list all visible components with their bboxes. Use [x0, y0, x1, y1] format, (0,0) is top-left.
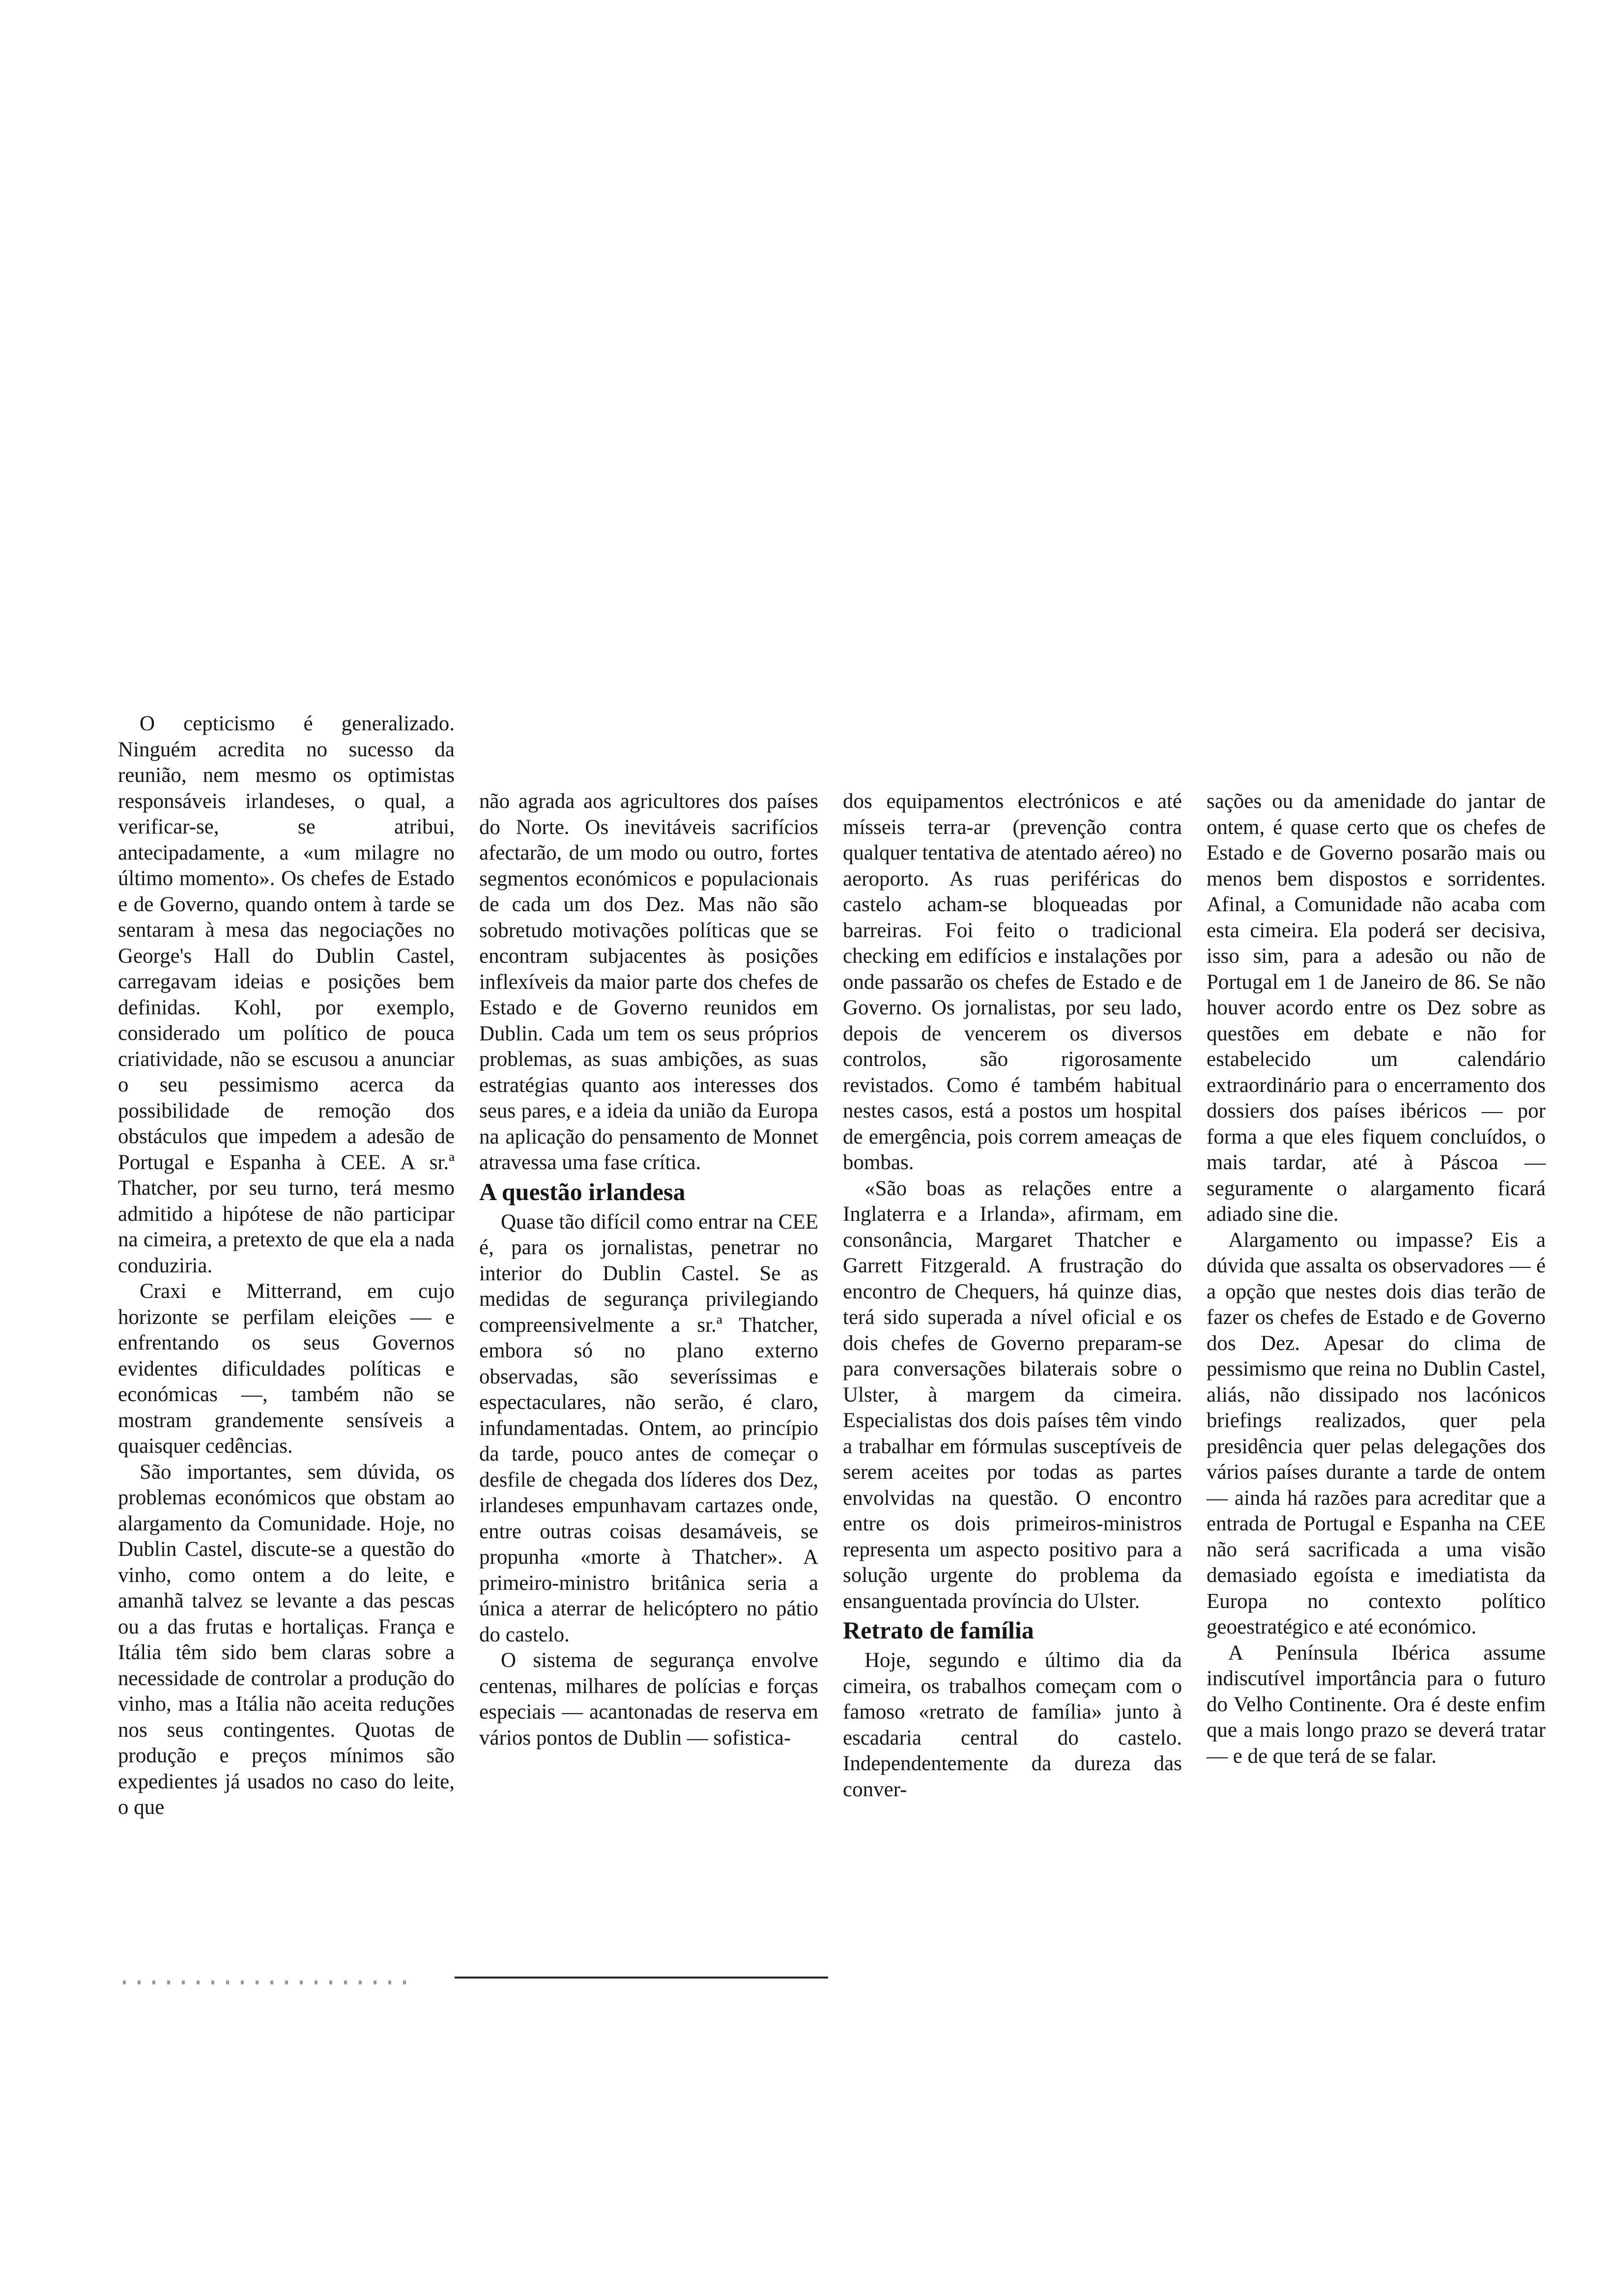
paragraph: Craxi e Mitterrand, em cujo horizonte se perfilam eleições — e enfrentando os seus Governos evidentes dificuldades políticas e económicas —, também não se mostram grandemente sensíveis a quaisquer cedências. [118, 1280, 455, 1458]
article-column-3 [843, 789, 1182, 1803]
section-heading-irish-question: A questão irlandesa [479, 1177, 686, 1205]
paragraph: Quase tão difícil como entrar na CEE é, para os jornalistas, penetrar no interior do Dublin Castel. Se as medidas de segurança privilegiando compreensivelmente a sr.ª Thatcher, embora só no plano externo observadas, são severíssimas e espectaculares, não serão, é claro, infundamentadas. Ontem, ao princípio da tarde, pouco antes de começar o desfile de chegada dos líderes dos Dez, irlandeses empunhavam cartazes onde, entre outras coisas desamáveis, se propunha «morte à Thatcher». A primeiro-ministro britânica seria a única a aterrar de helicóptero no pátio do castelo. [479, 1210, 818, 1646]
article-column-4 [1207, 789, 1546, 1769]
paragraph: dos equipamentos electrónicos e até mísseis terra-ar (prevenção contra qualquer tentativa de atentado aéreo) no aeroporto. As ruas periféricas do castelo acham-se bloqueadas por barreiras. Foi feito o tradicional checking em edifícios e instalações por onde passarão os chefes de Estado e de Governo. Os jornalistas, por seu lado, depois de vencerem os diversos controlos, são rigorosamente revistados. Como é também habitual nestes casos, está a postos um hospital de emergência, pois correm ameaças de bombas. [843, 790, 1182, 1174]
section-heading-family-portrait: Retrato de família [843, 1616, 1034, 1644]
paragraph: O sistema de segurança envolve centenas, milhares de polícias e forças especiais — acantonadas de reserva em vários pontos de Dublin — sofistica- [479, 1649, 818, 1750]
paragraph: O cepticismo é generalizado. Ninguém acredita no sucesso da reunião, nem mesmo os optimistas responsáveis irlandeses, o qual, a verificar-se, se atribui, antecipadamente, a «um milagre no último momento». Os chefes de Estado e de Governo, quando ontem à tarde se sentaram à mesa das negociações no George's Hall do Dublin Castel, carregavam ideias e posições bem definidas. Kohl, por exemplo, considerado um político de pouca criatividade, não se escusou a anunciar o seu pessimismo acerca da possibilidade de remoção dos obstáculos que impedem a adesão de Portugal e Espanha à CEE. A sr.ª Thatcher, por seu turno, terá mesmo admitido a hipótese de não participar na cimeira, a pretexto de que ela a nada conduziria. [118, 712, 455, 1277]
column-divider-rule [455, 1977, 828, 1979]
article-column-1 [118, 711, 455, 1821]
paragraph: Hoje, segundo e último dia da cimeira, os trabalhos começam com o famoso «retrato de família» junto à escadaria central do castelo. Independentemente da dureza das conver- [843, 1649, 1182, 1801]
paragraph: A Península Ibérica assume indiscutível importância para o futuro do Velho Continente. Ora é deste enfim que a mais longo prazo se deverá tratar — e de que terá de se falar. [1207, 1641, 1546, 1768]
article-column-2 [479, 789, 818, 1751]
paragraph: sações ou da amenidade do jantar de ontem, é quase certo que os chefes de Estado e de Governo posarão mais ou menos bem dispostos e sorridentes. Afinal, a Comunidade não acaba com esta cimeira. Ela poderá ser decisiva, isso sim, para a adesão ou não de Portugal em 1 de Janeiro de 86. Se não houver acordo entre os Dez sobre as questões em debate e não for estabelecido um calendário extraordinário para o encerramento dos dossiers dos países ibéricos — por forma a que eles fiquem concluídos, o mais tardar, até à Páscoa — seguramente o alargamento ficará adiado sine die. [1207, 790, 1546, 1226]
paragraph: não agrada aos agricultores dos países do Norte. Os inevitáveis sacrifícios afectarão, de um modo ou outro, fortes segmentos económicos e populacionais de cada um dos Dez. Mas não são sobretudo motivações políticas que se encontram subjacentes às posições inflexíveis da maior parte dos chefes de Estado e de Governo reunidos em Dublin. Cada um tem os seus próprios problemas, as suas ambições, as suas estratégias quanto aos interesses dos seus pares, e a ideia da união da Europa na aplicação do pensamento de Monnet atravessa uma fase crítica. [479, 790, 818, 1174]
paragraph: «São boas as relações entre a Inglaterra e a Irlanda», afirmam, em consonância, Margaret Thatcher e Garrett Fitzgerald. A frustração do encontro de Chequers, há quinze dias, terá sido superada a nível oficial e os dois chefes de Governo preparam-se para conversações bilaterais sobre o Ulster, à margem da cimeira. Especialistas dos dois países têm vindo a trabalhar em fórmulas susceptíveis de serem aceites por todas as partes envolvidas na questão. O encontro entre os dois primeiros-ministros representa um aspecto positivo para a solução urgente do problema da ensanguentada província do Ulster. [843, 1177, 1182, 1613]
paragraph: São importantes, sem dúvida, os problemas económicos que obstam ao alargamento da Comunidade. Hoje, no Dublin Castel, discute-se a questão do vinho, como ontem a do leite, e amanhã talvez se levante a das pescas ou a das frutas e hortaliças. França e Itália têm sido bem claras sobre a necessidade de controlar a produção do vinho, mas a Itália não aceita reduções nos seus contingentes. Quotas de produção e preços mínimos são expedientes já usados no caso do leite, o que [118, 1460, 455, 1819]
paragraph: Alargamento ou impasse? Eis a dúvida que assalta os observadores — é a opção que nestes dois dias terão de fazer os chefes de Estado e de Governo dos Dez. Apesar do clima de pessimismo que reina no Dublin Castel, aliás, não dissipado nos lacónicos briefings realizados, quer pela presidência quer pelas delegações dos vários países durante a tarde de ontem — ainda há razões para acreditar que a entrada de Portugal e Espanha na CEE não será sacrificada a uma visão demasiado egoísta e imediatista da Europa no contexto político geoestratégico e até económico. [1207, 1228, 1546, 1638]
scan-smudge [123, 1980, 418, 1984]
